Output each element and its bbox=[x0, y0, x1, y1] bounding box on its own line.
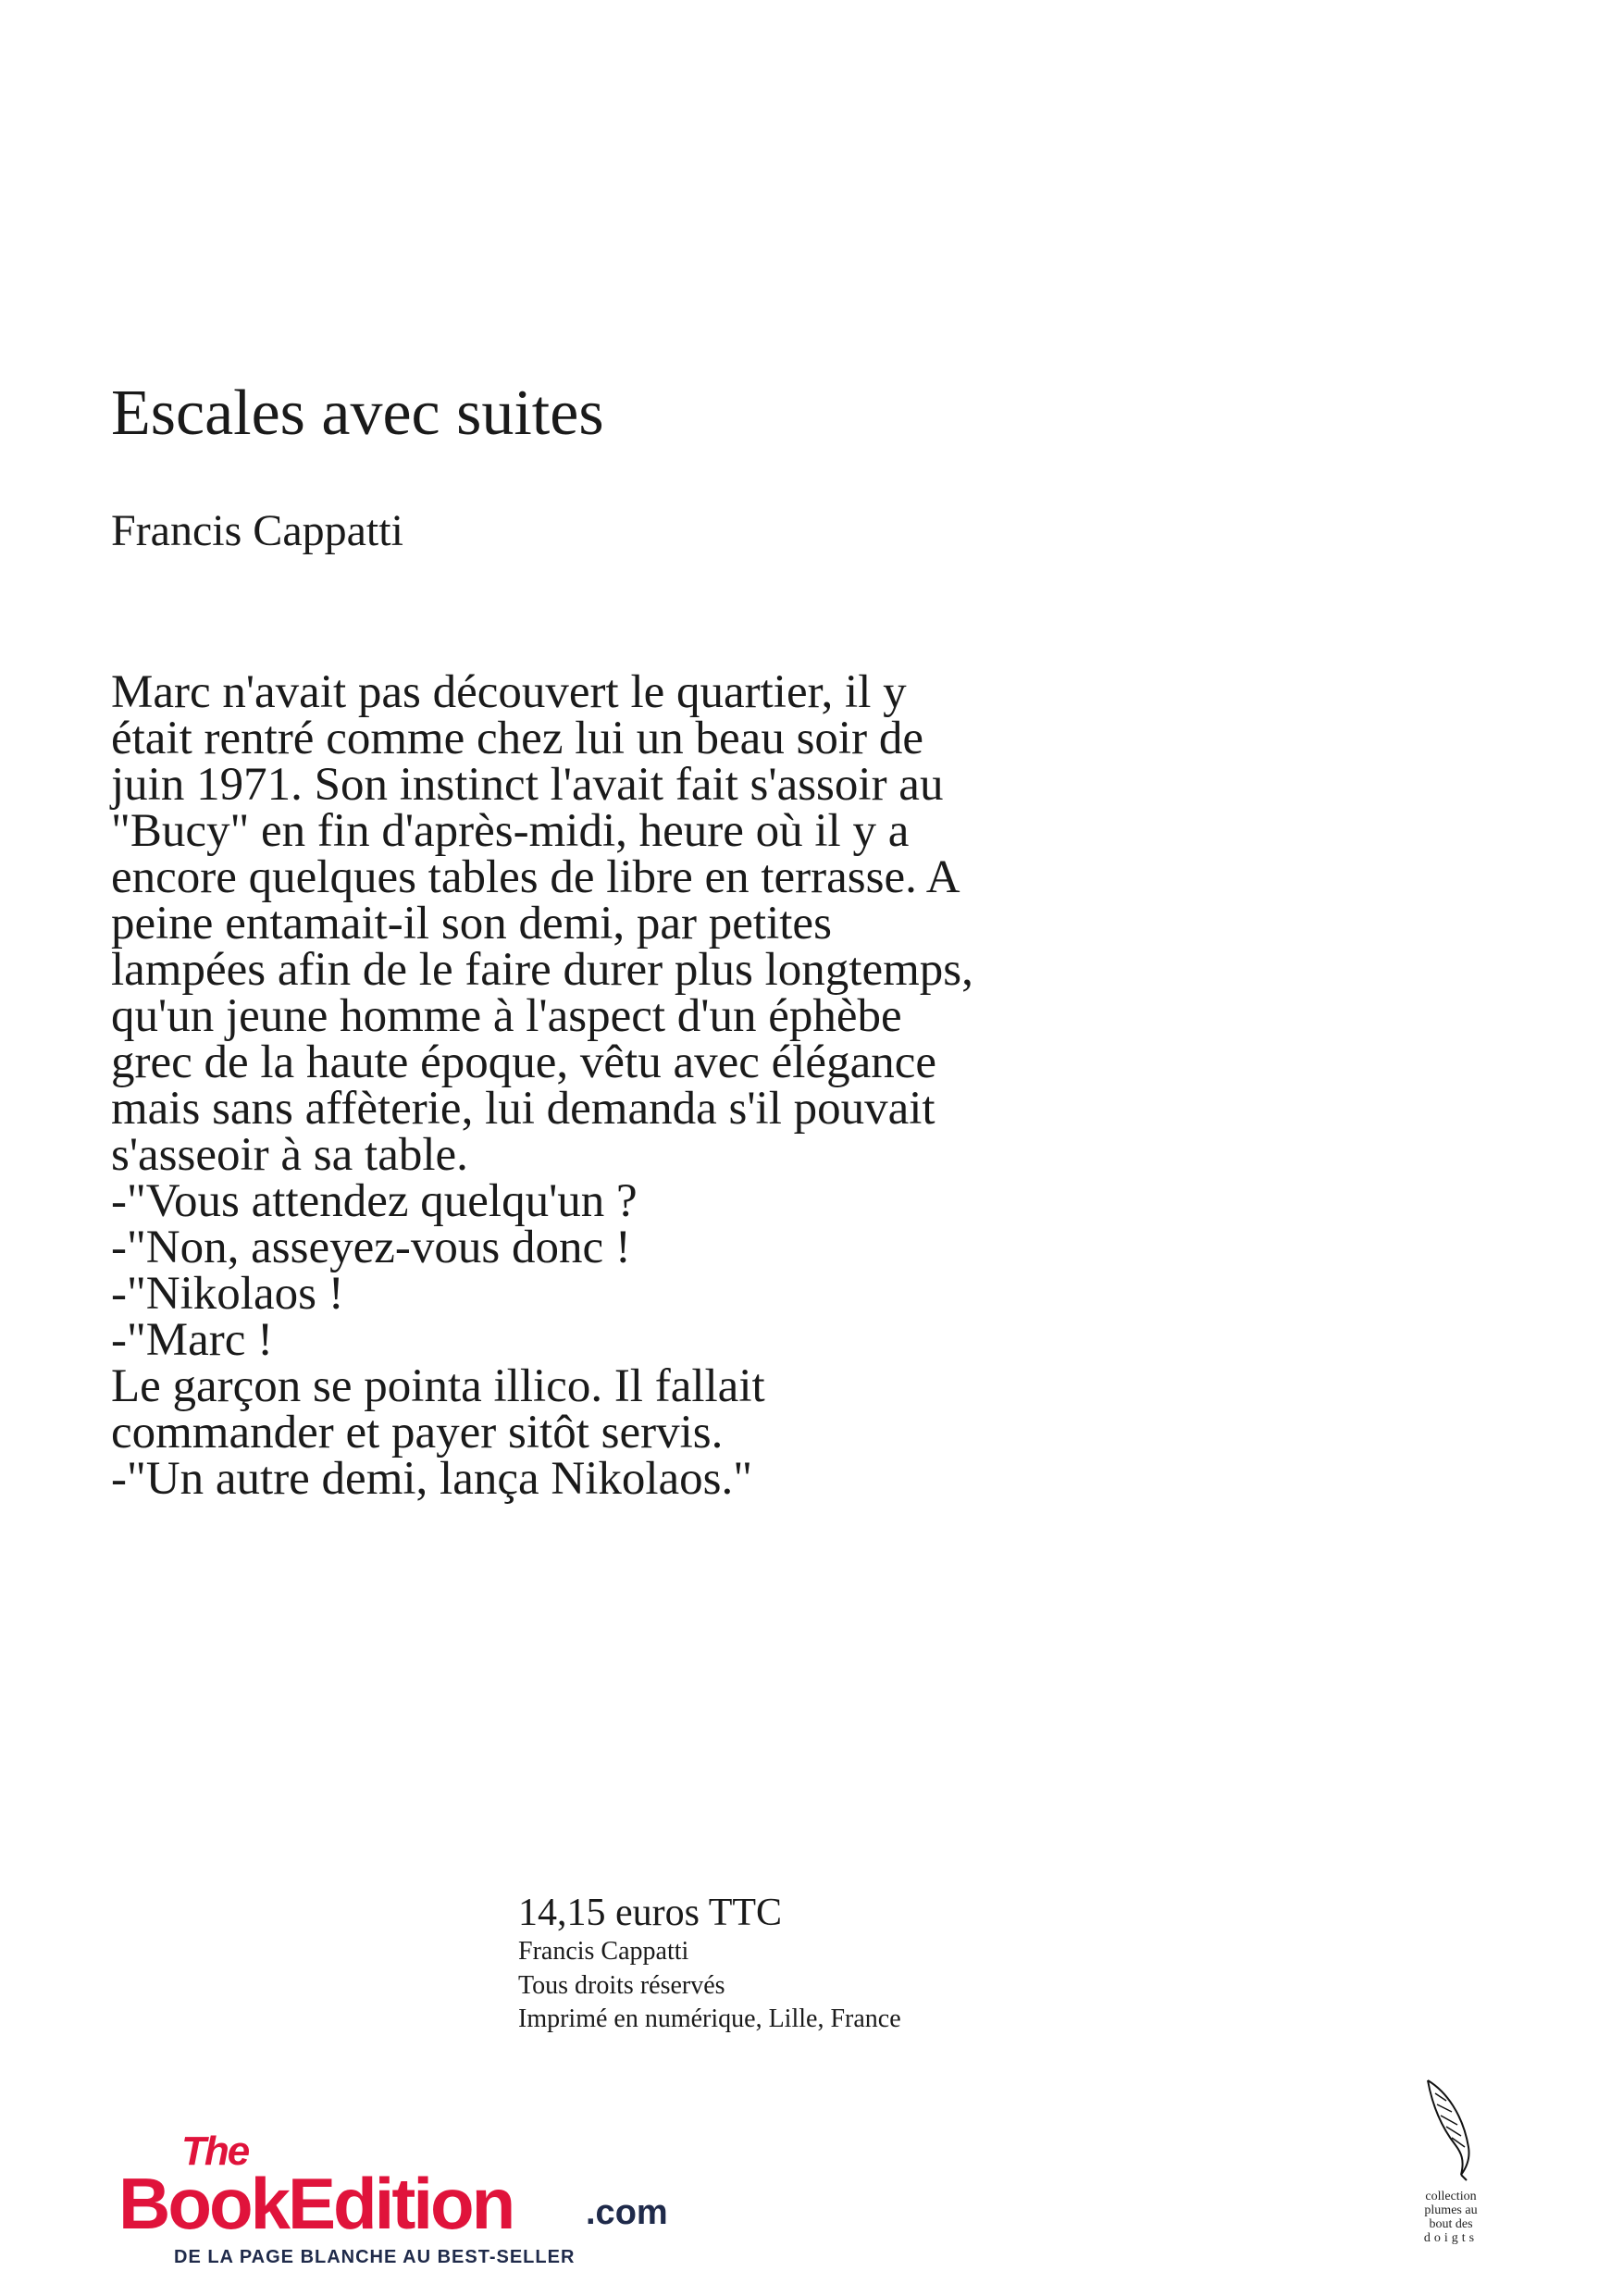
collection-line: plumes au bbox=[1424, 2203, 1478, 2217]
rights-notice: Tous droits réservés bbox=[518, 1970, 725, 2000]
excerpt-line: qu'un jeune homme à l'aspect d'un éphèbe bbox=[111, 990, 902, 1042]
back-cover-excerpt bbox=[111, 666, 1268, 1505]
excerpt-line: commander et payer sitôt servis. bbox=[111, 1407, 724, 1458]
collection-mark bbox=[1405, 2073, 1497, 2245]
book-author: Francis Cappatti bbox=[111, 506, 403, 555]
feather-quill-icon bbox=[1419, 2073, 1483, 2184]
price: 14,15 euros TTC bbox=[518, 1892, 783, 1934]
logo-the: The bbox=[181, 2128, 249, 2174]
colophon bbox=[518, 1891, 901, 2036]
collection-line: doigts bbox=[1423, 2231, 1479, 2245]
excerpt-line: peine entamait-il son demi, par petites bbox=[111, 898, 832, 949]
collection-line: bout des bbox=[1429, 2217, 1473, 2231]
excerpt-line: s'asseoir à sa table. bbox=[111, 1129, 468, 1181]
excerpt-line: Marc n'avait pas découvert le quartier, il y bbox=[111, 666, 907, 718]
collection-line: collection bbox=[1425, 2190, 1477, 2203]
excerpt-line: encore quelques tables de libre en terrasse. A bbox=[111, 851, 960, 903]
excerpt-line: -"Marc ! bbox=[111, 1314, 274, 1366]
publisher-logo bbox=[118, 2128, 674, 2267]
excerpt-line: juin 1971. Son instinct l'avait fait s'assoir au bbox=[111, 759, 944, 811]
excerpt-line: était rentré comme chez lui un beau soir de bbox=[111, 713, 923, 764]
excerpt-line: -"Non, asseyez-vous donc ! bbox=[111, 1222, 631, 1273]
excerpt-line: grec de la haute époque, vêtu avec élégance bbox=[111, 1036, 936, 1088]
logo-domain: .com bbox=[586, 2193, 668, 2232]
collection-name bbox=[1405, 2190, 1497, 2245]
excerpt-line: -"Un autre demi, lança Nikolaos." bbox=[111, 1453, 753, 1505]
print-notice: Imprimé en numérique, Lille, France bbox=[518, 2004, 901, 2034]
excerpt-line: -"Vous attendez quelqu'un ? bbox=[111, 1175, 638, 1227]
book-title: Escales avec suites bbox=[111, 378, 604, 449]
excerpt-line: "Bucy" en fin d'après-midi, heure où il y a bbox=[111, 805, 910, 857]
excerpt-line: Le garçon se pointa illico. Il fallait bbox=[111, 1360, 765, 1412]
excerpt-line: lampées afin de le faire durer plus longtemps, bbox=[111, 944, 973, 996]
excerpt-line: mais sans affèterie, lui demanda s'il pouvait bbox=[111, 1083, 935, 1135]
logo-brand: BookEdition bbox=[118, 2163, 514, 2244]
logo-tagline: DE LA PAGE BLANCHE AU BEST-SELLER bbox=[174, 2247, 576, 2267]
excerpt-line: -"Nikolaos ! bbox=[111, 1268, 344, 1320]
colophon-author: Francis Cappatti bbox=[518, 1937, 689, 1967]
